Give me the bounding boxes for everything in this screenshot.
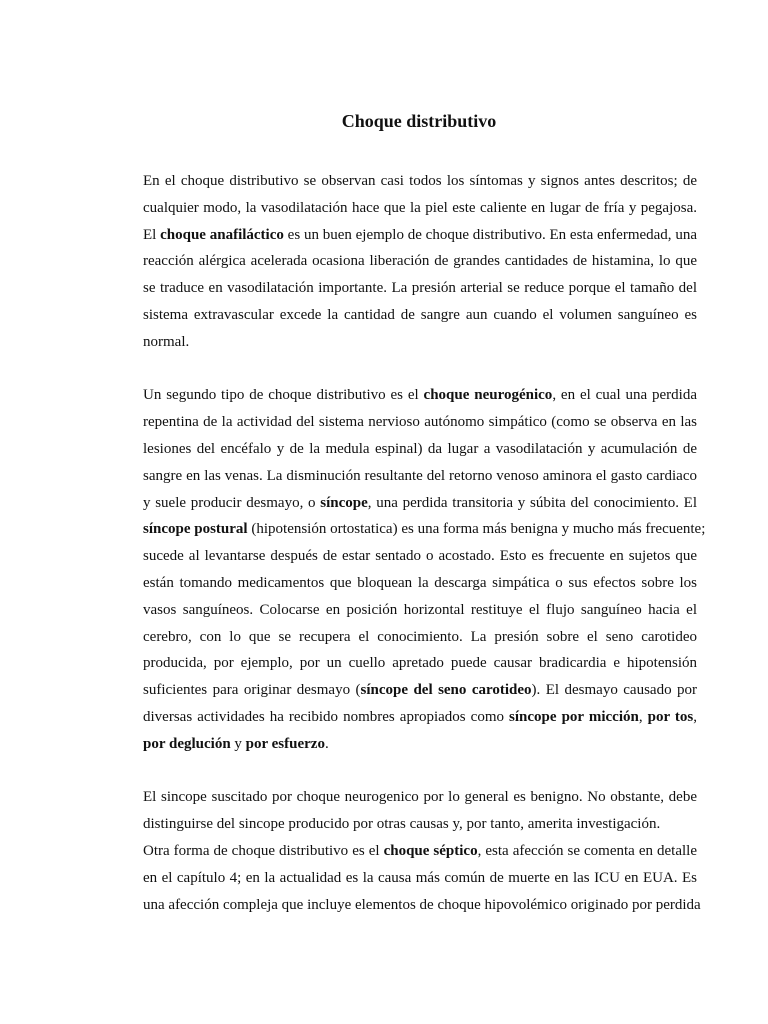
text-line xyxy=(143,302,697,329)
bold-term: por tos xyxy=(647,708,694,725)
text-run: . xyxy=(324,735,329,752)
text-run: Un segundo tipo de choque distributivo es el xyxy=(143,387,424,404)
text-line xyxy=(143,516,706,543)
text-run: ). El desmayo causado por xyxy=(531,682,697,699)
bold-term: síncope del seno carotideo xyxy=(360,682,532,699)
paragraph xyxy=(143,168,697,356)
document-title: Choque distributivo xyxy=(341,111,497,131)
text-line xyxy=(143,838,697,865)
bold-term: choque neurogénico xyxy=(423,387,553,404)
paragraph-gap xyxy=(143,758,697,785)
text-run: cerebro, con lo que se recupera el conocimiento. La presión sobre el seno carotideo xyxy=(143,628,697,645)
text-line xyxy=(143,248,697,275)
text-line xyxy=(143,811,697,838)
text-run: , xyxy=(638,708,648,725)
paragraph xyxy=(143,784,701,918)
text-line xyxy=(143,677,697,704)
text-line xyxy=(143,597,697,624)
bold-term: por esfuerzo xyxy=(245,735,325,752)
bold-term: síncope xyxy=(320,494,368,511)
text-run: en el capítulo 4; en la actualidad es la causa más común de muerte en las ICU en EUA. Es xyxy=(143,869,697,886)
text-line xyxy=(143,382,697,409)
text-run: sistema extravascular excede la cantidad de sangre aun cuando el volumen sanguíneo es xyxy=(143,306,697,323)
text-line xyxy=(143,784,697,811)
text-line xyxy=(143,195,697,222)
text-run: Otra forma de choque distributivo es el xyxy=(143,842,384,859)
text-run: diversas actividades ha recibido nombres apropiados como xyxy=(143,708,510,725)
text-line xyxy=(143,436,697,463)
text-line xyxy=(143,704,697,731)
text-run: están tomando medicamentos que bloquean la descarga simpática o sus efectos sobre los xyxy=(143,574,697,591)
text-run: , una perdida transitoria y súbita del conocimiento. El xyxy=(367,494,697,511)
text-run: es un buen ejemplo de choque distributivo. En esta enfermedad, una xyxy=(283,226,697,243)
bold-term: choque séptico xyxy=(383,842,478,859)
paragraph xyxy=(143,382,706,757)
text-run: y xyxy=(230,735,246,752)
text-line xyxy=(143,624,697,651)
text-line xyxy=(143,409,697,436)
text-line xyxy=(143,168,697,195)
text-line xyxy=(143,463,697,490)
text-run: repentina de la actividad del sistema nervioso autónomo simpático (como se observa en las xyxy=(143,414,697,431)
bold-term: síncope postural xyxy=(143,521,248,538)
text-line xyxy=(143,490,697,517)
text-line xyxy=(143,275,697,302)
paragraph-gap xyxy=(143,356,697,383)
text-run: , xyxy=(693,708,697,725)
text-line xyxy=(143,329,697,356)
text-run: reacción alérgica acelerada ocasiona liberación de grandes cantidades de histamina, lo que xyxy=(143,253,697,270)
bold-term: por deglución xyxy=(143,735,231,752)
text-run: distinguirse del sincope producido por otras causas y, por tanto, amerita investigación. xyxy=(143,816,661,833)
text-run: El xyxy=(143,226,161,243)
text-run: suficientes para originar desmayo ( xyxy=(143,682,361,699)
bold-term: síncope por micción xyxy=(509,708,639,725)
document-body xyxy=(143,168,706,918)
text-run: se traduce en vasodilatación importante. La presión arterial se reduce porque el tamaño del xyxy=(143,280,697,297)
text-run: cualquier modo, la vasodilatación hace que la piel este caliente en lugar de fría y pegajosa. xyxy=(143,199,697,216)
text-line xyxy=(143,543,697,570)
text-run: (hipotensión ortostatica) es una forma más benigna y mucho más frecuente; xyxy=(247,521,706,538)
text-line xyxy=(143,865,697,892)
text-run: sangre en las venas. La disminución resultante del retorno venoso aminora el gasto cardiaco xyxy=(143,467,697,484)
text-line xyxy=(143,570,697,597)
text-line xyxy=(143,222,697,249)
text-line xyxy=(143,892,701,919)
text-line xyxy=(143,731,697,758)
bold-term: choque anafiláctico xyxy=(160,226,284,243)
text-run: vasos sanguíneos. Colocarse en posición horizontal restituye el flujo sanguíneo hacia el xyxy=(143,601,697,618)
text-run: una afección compleja que incluye elementos de choque hipovolémico originado por perdida xyxy=(143,896,701,913)
text-run: , en el cual una perdida xyxy=(552,387,697,404)
text-run: normal. xyxy=(143,333,190,350)
text-run: El sincope suscitado por choque neurogenico por lo general es benigno. No obstante, debe xyxy=(143,789,697,806)
text-run: producida, por ejemplo, por un cuello apretado puede causar bradicardia e hipotensión xyxy=(143,655,697,672)
text-line xyxy=(143,650,697,677)
text-run: sucede al levantarse después de estar sentado o acostado. Esto es frecuente en sujetos que xyxy=(143,548,697,565)
text-run: y suele producir desmayo, o xyxy=(143,494,321,511)
text-run: , esta afección se comenta en detalle xyxy=(477,842,698,859)
text-run: En el choque distributivo se observan casi todos los síntomas y signos antes descritos; de xyxy=(143,173,697,189)
text-run: lesiones del encéfalo y de la medula espinal) da lugar a vasodilatación y acumulación de xyxy=(143,440,697,457)
